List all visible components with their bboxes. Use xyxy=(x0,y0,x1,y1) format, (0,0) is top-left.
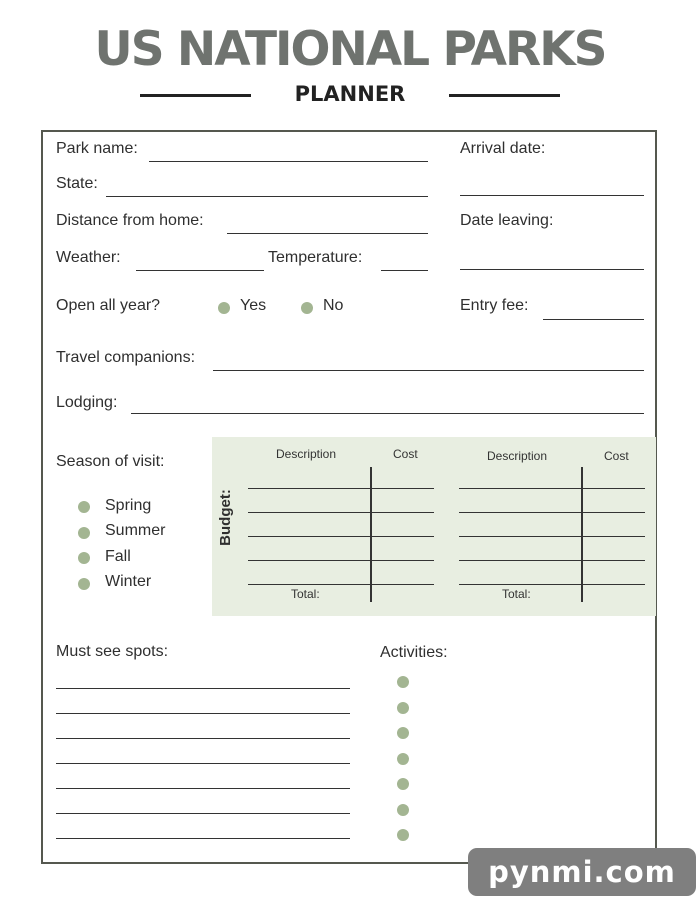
summer-option-label: Summer xyxy=(105,522,166,539)
distance-label: Distance from home: xyxy=(56,212,204,229)
watermark-badge: pynmi.com xyxy=(468,848,696,896)
season-label: Season of visit: xyxy=(56,453,165,470)
page-subtitle: PLANNER xyxy=(294,82,406,106)
activity-bullet[interactable] xyxy=(397,804,409,816)
subtitle-rule-right xyxy=(449,94,560,97)
budget-right-description-header: Description xyxy=(487,449,548,463)
spring-option-label: Spring xyxy=(105,497,152,514)
budget-left-row[interactable] xyxy=(248,488,434,489)
fall-option-label: Fall xyxy=(105,548,131,565)
activity-bullet[interactable] xyxy=(397,753,409,765)
winter-option-dot[interactable] xyxy=(78,578,90,590)
must-see-line[interactable] xyxy=(56,838,350,839)
date-leaving-field[interactable] xyxy=(460,269,644,270)
temperature-label: Temperature: xyxy=(268,249,363,266)
weather-label: Weather: xyxy=(56,249,121,266)
budget-right-row[interactable] xyxy=(459,584,645,585)
state-field[interactable] xyxy=(106,196,428,197)
budget-right-row[interactable] xyxy=(459,560,645,561)
budget-left-row[interactable] xyxy=(248,560,434,561)
budget-right-cost-header: Cost xyxy=(604,449,629,463)
travel-companions-label: Travel companions: xyxy=(56,349,196,366)
budget-right-row[interactable] xyxy=(459,488,645,489)
lodging-field[interactable] xyxy=(131,413,644,414)
page-title: US NATIONAL PARKS xyxy=(94,22,606,77)
budget-left-row[interactable] xyxy=(248,584,434,585)
budget-left-total-label: Total: xyxy=(291,587,320,601)
budget-left-row[interactable] xyxy=(248,512,434,513)
park-name-field[interactable] xyxy=(149,161,428,162)
temperature-field[interactable] xyxy=(381,270,428,271)
distance-field[interactable] xyxy=(227,233,428,234)
must-see-line[interactable] xyxy=(56,813,350,814)
yes-label: Yes xyxy=(240,297,267,314)
open-all-year-label: Open all year? xyxy=(56,297,161,314)
entry-fee-label: Entry fee: xyxy=(460,297,529,314)
budget-right-total-label: Total: xyxy=(502,587,531,601)
winter-option-label: Winter xyxy=(105,573,152,590)
no-label: No xyxy=(323,297,344,314)
weather-field[interactable] xyxy=(136,270,264,271)
must-see-line[interactable] xyxy=(56,788,350,789)
activity-bullet[interactable] xyxy=(397,727,409,739)
arrival-date-field[interactable] xyxy=(460,195,644,196)
must-see-line[interactable] xyxy=(56,688,350,689)
must-see-line[interactable] xyxy=(56,763,350,764)
summer-option-dot[interactable] xyxy=(78,527,90,539)
state-label: State: xyxy=(56,175,98,192)
activity-bullet[interactable] xyxy=(397,778,409,790)
must-see-label: Must see spots: xyxy=(56,643,169,660)
budget-label: Budget: xyxy=(216,488,234,546)
budget-left-cost-header: Cost xyxy=(393,447,418,461)
activity-bullet[interactable] xyxy=(397,829,409,841)
spring-option-dot[interactable] xyxy=(78,501,90,513)
budget-right-row[interactable] xyxy=(459,512,645,513)
no-radio[interactable] xyxy=(301,302,313,314)
budget-left-description-header: Description xyxy=(276,447,337,461)
must-see-line[interactable] xyxy=(56,713,350,714)
activity-bullet[interactable] xyxy=(397,702,409,714)
park-name-label: Park name: xyxy=(56,140,138,157)
budget-label-wrap xyxy=(214,484,236,550)
entry-fee-field[interactable] xyxy=(543,319,644,320)
activities-label: Activities: xyxy=(380,644,448,661)
must-see-line[interactable] xyxy=(56,738,350,739)
fall-option-dot[interactable] xyxy=(78,552,90,564)
activity-bullet[interactable] xyxy=(397,676,409,688)
budget-panel xyxy=(212,437,656,616)
arrival-date-label: Arrival date: xyxy=(460,140,546,157)
travel-companions-field[interactable] xyxy=(213,370,644,371)
date-leaving-label: Date leaving: xyxy=(460,212,554,229)
budget-left-row[interactable] xyxy=(248,536,434,537)
lodging-label: Lodging: xyxy=(56,394,118,411)
yes-radio[interactable] xyxy=(218,302,230,314)
budget-right-row[interactable] xyxy=(459,536,645,537)
